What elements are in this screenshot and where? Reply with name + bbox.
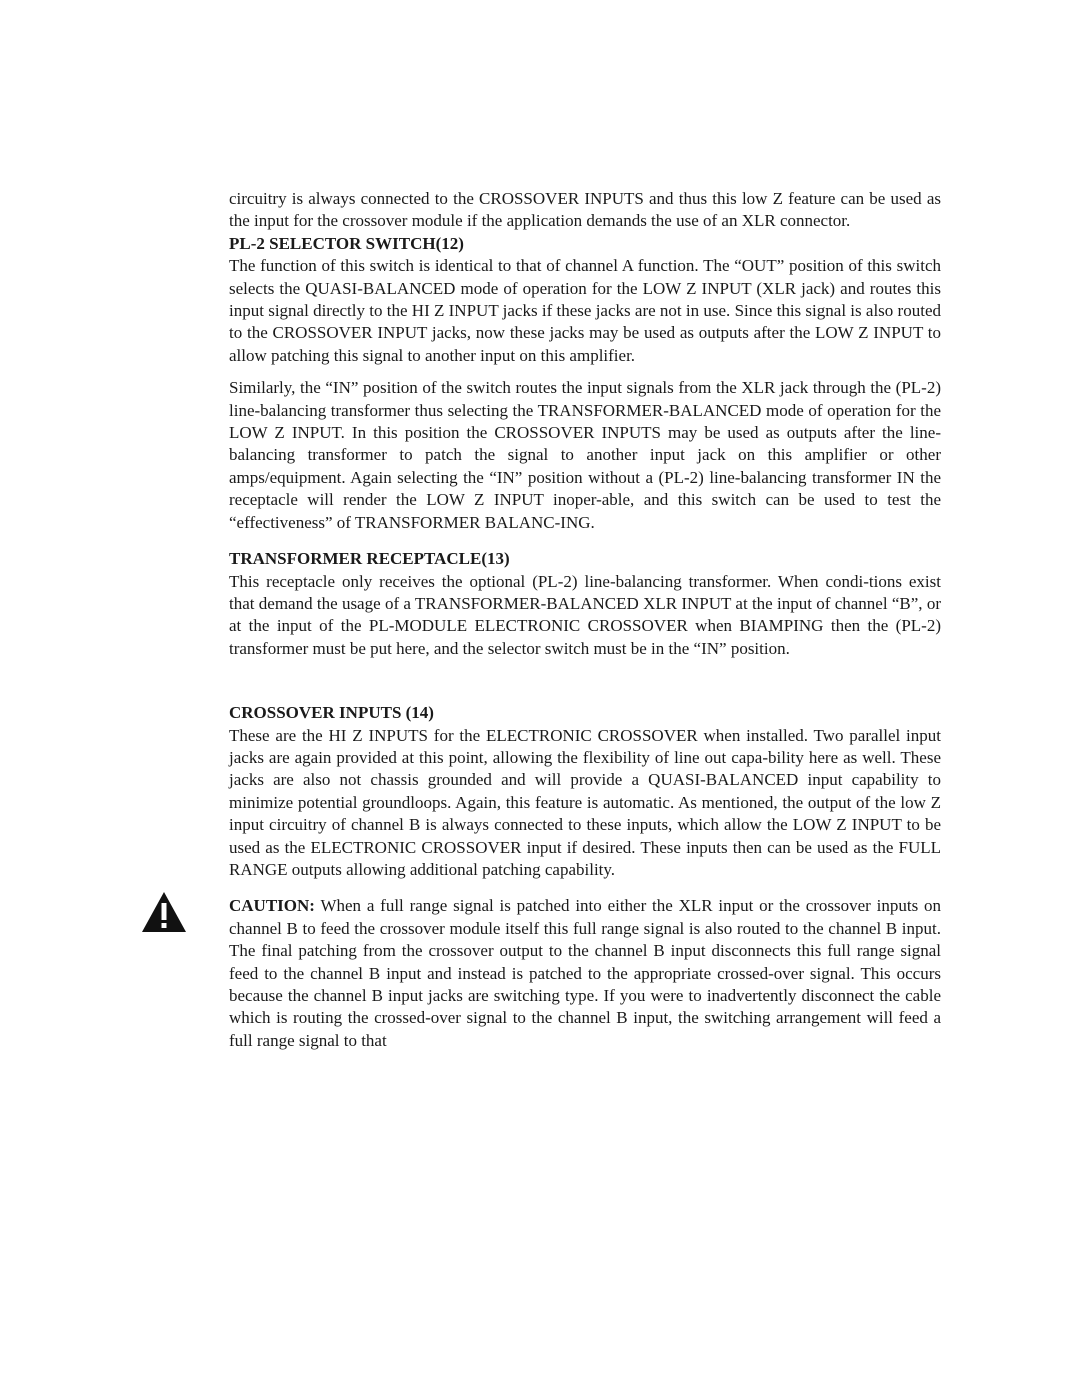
page-content (229, 188, 941, 1052)
spacer (229, 367, 941, 377)
warning-icon (141, 891, 187, 933)
spacer (229, 660, 941, 702)
selector-switch-paragraph-2: Similarly, the “IN” position of the switch routes the input signals from the XLR jack through the (PL-2) line-balancing transformer thus selecting the TRANSFORMER-BALANCED mode of operation for the LOW Z INPUT. In this position the CROSSOVER INPUTS may be used as outputs after the line-balancing transformer to patch the signal to another input jack on this amplifier or other amps/equipment. Again selecting the “IN” position without a (PL-2) line-balancing transformer IN the receptacle will render the LOW Z INPUT inoper-able, and this switch can be used to test the “effectiveness” of TRANSFORMER BALANC-ING. (229, 378, 941, 532)
spacer (229, 534, 941, 548)
spacer (229, 881, 941, 895)
caution-text: When a full range signal is patched into either the XLR input or the crossover inputs on channel B to feed the crossover module itself this full range signal is also routed to the channel B input. The final patching from the crossover output to the channel B input disconnects this full range signal feed to the channel B input and instead is patched to the appropriate crossed-over signal. This occurs because the channel B input jacks are switching type. If you were to inadvertently disconnect the cable which is routing the crossed-over signal to the channel B input, the switching arrangement will feed a full range signal to that (229, 896, 941, 1050)
transformer-receptacle-heading: TRANSFORMER RECEPTACLE(13) (229, 549, 510, 569)
crossover-inputs-heading: CROSSOVER INPUTS (14) (229, 703, 434, 723)
caution-paragraph (229, 895, 941, 1052)
caution-block (229, 895, 941, 1052)
transformer-receptacle-paragraph: This receptacle only receives the optional (PL-2) line-balancing transformer. When condi-tions exist that demand the usage of a TRANSFORMER-BALANCED XLR INPUT at the input of channel “B”, or at the input of the PL-MODULE ELECTRONIC CROSSOVER when BIAMPING then the (PL-2) transformer must be put here, and the selector switch must be in the “IN” position. (229, 571, 941, 658)
selector-switch-paragraph-1: The function of this switch is identical to that of channel A function. The “OUT” position of this switch selects the QUASI-BALANCED mode of operation for the LOW Z INPUT (XLR jack) and routes this input signal directly to the HI Z INPUT jacks if these jacks are not in use. Since this signal is also routed to the CROSSOVER INPUT jacks, now these jacks may be used as outputs after the LOW Z INPUT to allow patching this signal to another input on this amplifier. (229, 256, 941, 365)
caution-label: CAUTION: (229, 896, 315, 916)
intro-paragraph: circuitry is always connected to the CROSSOVER INPUTS and thus this low Z feature can be used as the input for the crossover module if the application demands the use of an XLR connector. (229, 189, 941, 231)
crossover-inputs-paragraph: These are the HI Z INPUTS for the ELECTRONIC CROSSOVER when installed. Two parallel input jacks are again provided at this point, allowing the flexibility of line out capa-bility here as well. These jacks are also not chassis grounded and will provide a QUASI-BALANCED input capability to minimize potential groundloops. Again, this feature is automatic. As mentioned, the output of the low Z input circuitry of channel B is always connected to these inputs, which allow the LOW Z INPUT to be used as the ELECTRONIC CROSSOVER input if desired. These inputs then can be used as the FULL RANGE outputs allowing additional patching capability. (229, 725, 941, 879)
selector-switch-heading: PL-2 SELECTOR SWITCH(12) (229, 233, 464, 253)
